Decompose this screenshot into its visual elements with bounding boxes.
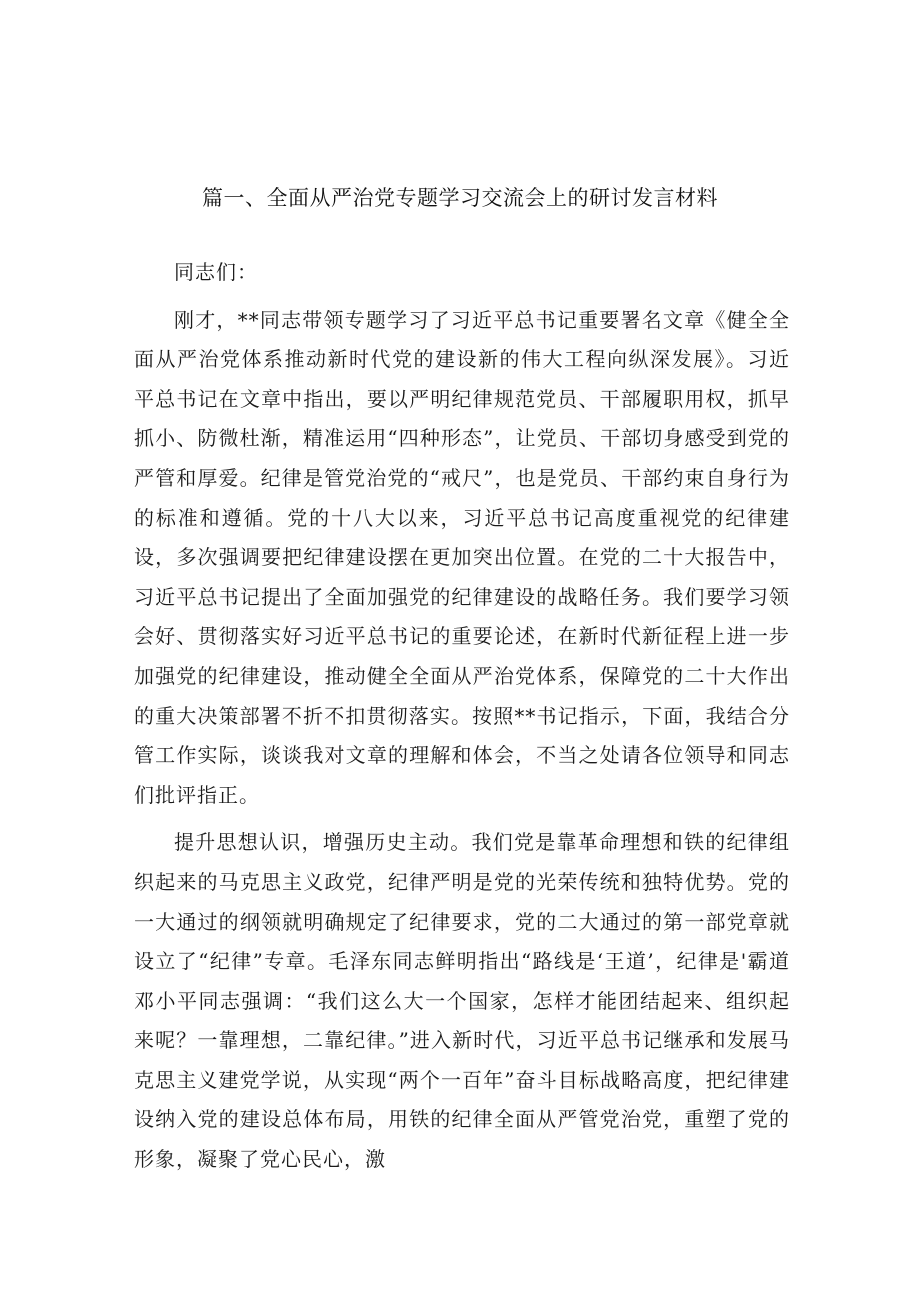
document-title: 篇一、全面从严治党专题学习交流会上的研讨发言材料 (202, 186, 718, 210)
paragraph-intro: 刚才，**同志带领专题学习了习近平总书记重要署名文章《健全全面从严治党体系推动新时代党的建设新的伟大工程向纵深发展》。习近平总书记在文章中指出，要以严明纪律规范党员、干部履职用权，抓早抓小、防微杜渐，精准运用“四种形态”，让党员、干部切身感受到党的严管和厚爱。纪律是管党治党的“戒尺”，也是党员、干部约束自身行为的标准和遵循。党的十八大以来，习近平总书记高度重视党的纪律建设，多次强调要把纪律建设摆在更加突出位置。在党的二十大报告中，习近平总书记提出了全面加强党的纪律建设的战略任务。我们要学习领会好、贯彻落实好习近平总书记的重要论述，在新时代新征程上进一步加强党的纪律建设，推动健全全面从严治党体系，保障党的二十大作出的重大决策部署不折不扣贯彻落实。按照**书记指示，下面，我结合分管工作实际，谈谈我对文章的理解和体会，不当之处请各位领导和同志们批评指正。 (134, 307, 790, 807)
paragraph-section-1: 提升思想认识，增强历史主动。我们党是靠革命理想和铁的纪律组织起来的马克思主义政党，纪律严明是党的光荣传统和独特优势。党的一大通过的纲领就明确规定了纪律要求，党的二大通过的第一部党章就设立了“纪律”专章。毛泽东同志鲜明指出“路线是‘王道’，纪律是'霸道邓小平同志强调：“我们这么大一个国家，怎样才能团结起来、组织起来呢？一靠理想，二靠纪律。”进入新时代，习近平总书记继承和发展马克思主义建党学说，从实现“两个一百年”奋斗目标战略高度，把纪律建设纳入党的建设总体布局，用铁的纪律全面从严管党治党，重塑了党的形象，凝聚了党心民心，激 (134, 830, 790, 1172)
greeting: 同志们： (174, 260, 258, 284)
document-body (134, 253, 790, 1180)
